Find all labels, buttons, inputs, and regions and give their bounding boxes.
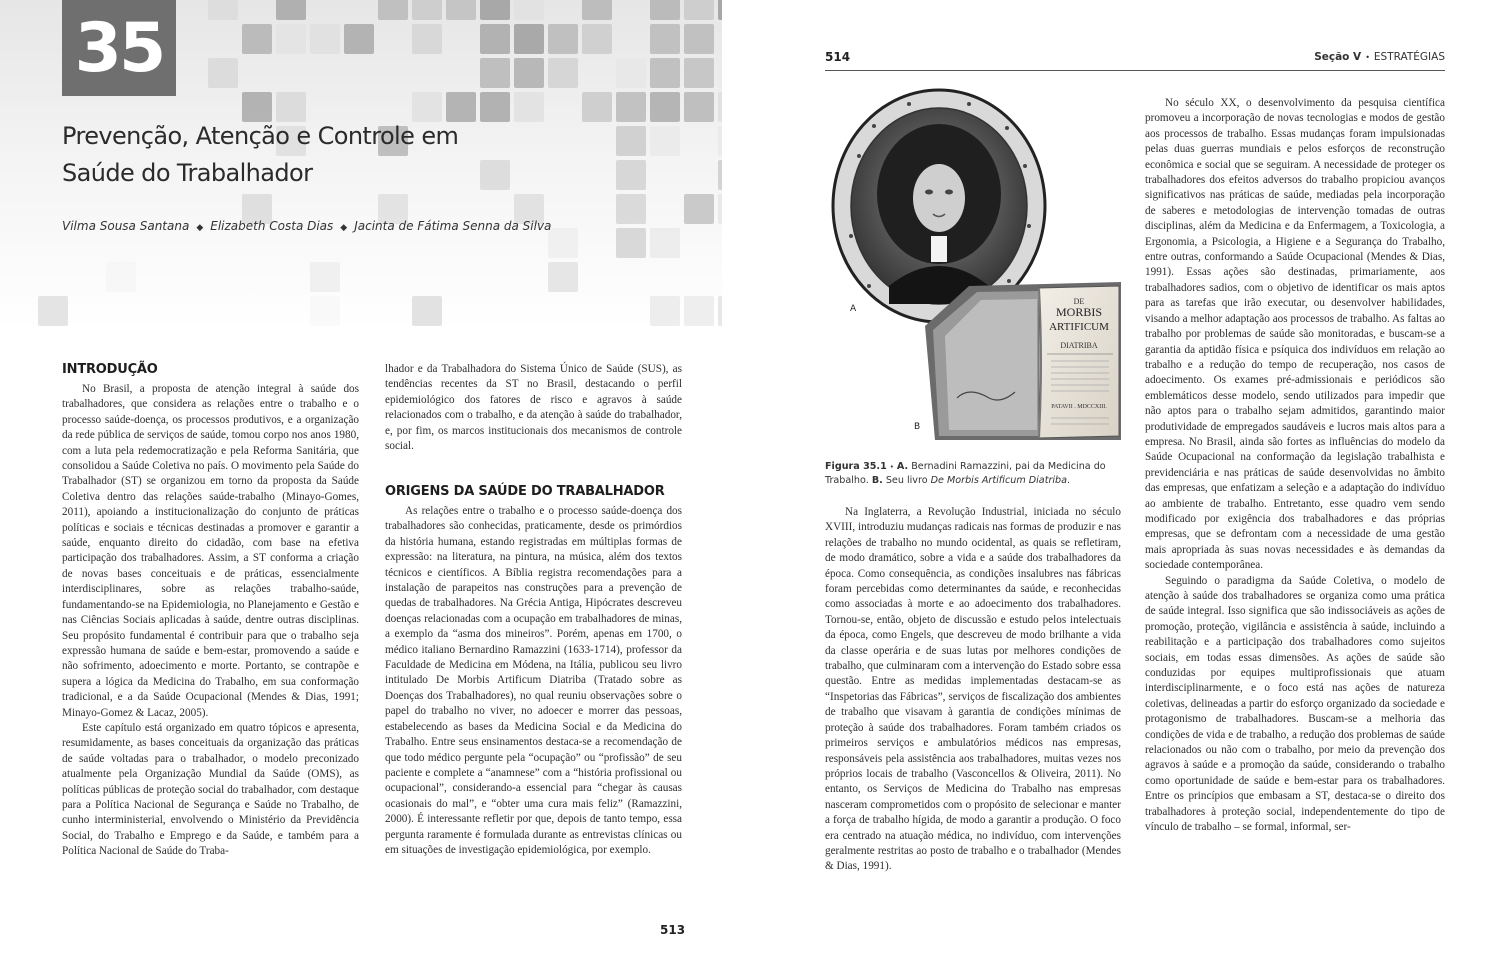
mosaic-tile [412,24,442,54]
author-separator: ◆ [196,223,204,233]
mosaic-tile [548,228,578,258]
page-number-right: 514 [825,50,851,64]
running-head [1223,51,1445,63]
revolucao-industrial-paragraph: Na Inglaterra, a Revolução Industrial, iniciada no século XVIII, introduziu mudanças radicais nas formas de produzir e nas relações de trabalho no mundo ocidental, as quais se refletiram, de modo dramático, sobre a vida e a saúde dos trabalhadores da época. Como consequência, as condições insalubres nas fábricas foram percebidas como determinantes da saúde, e reconhecidas como associadas à morte e ao adoecimento dos trabalhadores. Tornou-se, então, objeto de discussão e estudo pelos intelectuais da época, como Engels, que descreveu de modo brilhante a vida da classe operária e de suas lutas por melhores condições de trabalho, que culminaram com a intervenção do Estado sobre essa questão. Entre as medidas implementadas destacam-se as “Inspetorias das Fábricas”, serviços de fiscalização dos ambientes de trabalho que visavam à garantia de condições mínimas de proteção à saúde dos trabalhadores. Foram também criados os primeiros serviços e ambulatórios médicos nas empresas, responsáveis pela assistência aos trabalhadores, muitas vezes nos próprios locais de trabalho (Vasconcellos & Oliveira, 2011). No entanto, os Serviços de Medicina do Trabalho nas empresas nasceram comprometidos com o propósito de selecionar e manter a força de trabalho hígida, de modo a garantir a produção. O foco era centrado na atuação médica, no indivíduo, com intervenções geralmente restritas ao posto de trabalho e o trabalhador (Mendes & Dias, 1991). [825,506,1121,873]
caption-end: . [1067,475,1071,486]
mosaic-tile [310,296,340,326]
mosaic-tile [650,228,680,258]
mosaic-tile [582,92,612,122]
mosaic-tile [650,0,680,20]
mosaic-tile [650,92,680,122]
mosaic-tile [684,92,714,122]
mosaic-tile [616,228,646,258]
mosaic-tile [514,58,544,88]
caption-separator: • [889,463,894,471]
mosaic-tile [514,24,544,54]
mosaic-tile [650,58,680,88]
left-column-2-origens [385,504,682,858]
chapter-number: 35 [74,8,164,88]
mosaic-tile [276,24,306,54]
mosaic-tile [208,0,238,20]
mosaic-tile [310,24,340,54]
book-de-morbis [925,282,1121,440]
mosaic-tile [650,296,680,326]
mosaic-tile [718,126,722,156]
left-column-1 [62,382,359,860]
mosaic-tile [582,24,612,54]
chapter-number-box [62,0,176,96]
figure-35-1 [829,86,1129,446]
mosaic-tile [480,58,510,88]
mosaic-tile [718,58,722,88]
mosaic-tile [208,58,238,88]
mosaic-tile [718,160,722,190]
mosaic-tile [684,296,714,326]
mosaic-tile [616,160,646,190]
mosaic-tile [344,24,374,54]
section-heading-introducao: INTRODUÇÃO [62,362,158,377]
mosaic-tile [514,92,544,122]
header-rule [825,70,1445,71]
intro-continuation: lhador e da Trabalhadora do Sistema Único de Saúde (SUS), as tendências recentes da ST no Brasil, destacando o perfil epidemiológico dos fatores de risco e agravos à saúde relacionados com o trabalho, e da atenção à saúde do trabalhador, e, por fim, os marcos institucionais dos mecanismos de controle social. [385,363,682,453]
figure-caption [825,460,1121,487]
mosaic-tile [650,126,680,156]
mosaic-tile [106,262,136,292]
left-column-2 [385,362,682,454]
figure-illustration [829,86,1129,446]
figure-label-a: A [850,304,857,314]
author-separator: ◆ [340,223,348,233]
mosaic-tile [548,262,578,292]
mosaic-tile [412,0,442,20]
mosaic-tile [616,58,646,88]
caption-a-marker: A. [896,461,909,472]
mosaic-tile [548,24,578,54]
mosaic-tile [446,0,476,20]
mosaic-tile [378,0,408,20]
chapter-title-line-2: Saúde do Trabalhador [62,159,313,187]
running-head-section: Seção V [1314,51,1362,63]
mosaic-tile [718,92,722,122]
mosaic-tile [684,0,714,20]
origens-paragraph: As relações entre o trabalho e o processo saúde-doença dos trabalhadores são conhecidas, praticamente, desde os primórdios da história humana, estando registradas em múltiplas formas de expressão: na literatura, na pintura, na música, além dos textos técnicos e científicos. A Bíblia registra recomendações para a instalação de parapeitos nas construções para a prevenção de quedas de trabalhadores. Na Grécia Antiga, Hipócrates descreveu doenças relacionadas com a ocupação em trabalhadores de minas, a exemplo da “asma dos mineiros”. Porém, apenas em 1700, o médico italiano Bernardino Ramazzini (1633-1714), professor da Faculdade de Medicina em Módena, na Itália, publicou seu livro intitulado De Morbis Artificum Diatriba (Tratado sobre as Doenças dos Trabalhadores), no qual reuniu observações sobre o papel do trabalho no viver, no adoecer e morrer das pessoas, estabelecendo as bases da Medicina Social e da Medicina do Trabalho. Entre seus ensinamentos destaca-se a recomendação de que todo médico pergunte pela “ocupação” ou “profissão” de seu paciente e complete a “anamnese” com a “história profissional ou ocupacional”, considerando-a essencial para “chegar às causas ocasionais do mal”, e “obter uma cura mais feliz” (Ramazzini, 2000). É interessante refletir por que, depois de tanto tempo, essa pergunta raramente é formulada durante as entrevistas clínicas ou em situações de investigação epidemiológica, por exemplo. [385,505,682,856]
caption-figure-id: Figura 35.1 [825,461,887,472]
intro-paragraph-1: No Brasil, a proposta de atenção integral à saúde dos trabalhadores, que considera as relações entre o trabalho e o processo saúde-doença, os processos produtivos, e a organização da rede pública de serviços de saúde, tomou corpo nos anos 1980, com a luta pela redemocratização e pela Reforma Sanitária, que consolidou a Saúde Coletiva no país. O movimento pela Saúde do Trabalhador (ST) se organizou em torno da proposta da Saúde Coletiva dentro das relações saúde-trabalho (Minayo-Gomes, 2011), apoiando a institucionalização do conjunto de práticas políticas e sociais e técnicas destinadas a promover e garantir a saúde, enquanto direito do cidadão, com base na efetiva participação dos trabalhadores. Assim, a ST conforma a criação de novas bases conceituais e de práticas, essencialmente interdisciplinares, sobre as relações trabalho-saúde, fundamentando-se na Epidemiologia, no Planejamento e Gestão e nas Ciências Sociais aplicadas à saúde, dentre outras disciplinas. Seu propósito fundamental é contribuir para que o trabalho seja expressão humana de saúde e bem-estar, promovendo a saúde e não sofrimento, adoecimento e morte. Portanto, se contrapõe e supera a lógica da Medicina do Trabalho, em sua conformação tradicional, e a da Saúde Ocupacional (Mendes & Dias, 1991; Minayo-Gomez & Lacaz, 2005). [62,383,359,719]
chapter-title [62,118,502,192]
caption-b-marker: B. [871,475,883,486]
saude-coletiva-paragraph: Seguindo o paradigma da Saúde Coletiva, o modelo de atenção à saúde dos trabalhadores se organiza como uma prática de saúde integral. Isso significa que são indissociáveis as ações de promoção, proteção, vigilância e assistência à saúde, incluindo a reabilitação e a participação dos trabalhadores como sujeitos sociais, em todas essas dimensões. As ações de saúde são conduzidas por equipes multiprofissionais que atuam interdisciplinarmente, e o foco está nas ações de natureza coletivas, delineadas a partir do esforço organizado da sociedade e protagonismo de trabalhadores. Buscam-se a melhoria das condições de vida e de trabalho, a redução dos problemas de saúde relacionados ou não com o trabalho, por meio da prevenção dos agravos à saúde e a promoção da saúde, considerando o trabalho como oportunidade de saúde e bem-estar para os trabalhadores. Entre os princípios que embasam a ST, destaca-se o direito dos trabalhadores à proteção social, independentemente do tipo de vínculo de trabalho – se formal, informal, ser- [1145,574,1445,834]
mosaic-tile [718,0,722,20]
caption-a-text: Bernadini Ramazzini, pai da Medicina do Trabalho. [825,461,1106,486]
book-title-line-1: DE [1073,297,1085,306]
chapter-authors [62,219,551,233]
page-number-left: 513 [660,923,686,937]
mosaic-tile [412,296,442,326]
mosaic-tile [616,126,646,156]
right-column-1 [825,505,1121,875]
mosaic-tile [480,24,510,54]
right-page [753,0,1506,962]
mosaic-tile [548,58,578,88]
running-head-separator: • [1365,53,1370,62]
book-title-line-4: DIATRIBA [1060,341,1098,350]
mosaic-tile [310,262,340,292]
intro-paragraph-2: Este capítulo está organizado em quatro tópicos e apresenta, resumidamente, as bases conceituais da organização das práticas de saúde voltadas para o trabalhador, o modelo preconizado atualmente pela Organização Mundial da Saúde (OMS), as políticas públicas de proteção social do trabalhador, com destaque para a Política Nacional de Segurança e Saúde no Trabalho, de cunho interministerial, envolvendo o Ministério da Previdência Social, do Trabalho e Emprego e da Saúde, e também para a Política Nacional de Saúde do Traba- [62,721,359,858]
seculo-xx-paragraph: No século XX, o desenvolvimento da pesquisa científica promoveu a incorporação de novas tecnologias e modos de gestão aos processos de trabalho. Essas mudanças foram impulsionadas pelas duas guerras mundiais e pelos esforços de reconstrução econômica e social que se seguiram. A necessidade de proteger os trabalhadores dos efeitos adversos do trabalho propiciou avanços significativos nas práticas de saúde, mediadas pela incorporação de saberes e metodologias de intervenção tomadas de outras disciplinas, além da Medicina e da Enfermagem, a Toxicologia, a Ergonomia, a Psicologia, a Higiene e a Segurança do Trabalho, entre outras, conformando a Saúde Ocupacional (Mendes & Dias, 1991). Essas ações são destinadas, primariamente, aos trabalhadores sadios, com o objetivo de identificar os mais aptos para as tarefas que irão executar, ou desenvolver habilidades, visando a melhor adaptação aos processos de trabalho. As faltas ao trabalho por problemas de saúde são monitoradas, e buscam-se a garantia da aptidão física e psíquica dos indivíduos em relação ao trabalho e a redução do tempo de recuperação, nos casos de adoecimento. Os exames pré-admissionais e periódicos são emblemáticos desse modelo, sendo utilizados para impedir que não aptos para o trabalho sejam admitidos, garantindo maior produtividade de empregados saudáveis e lucros mais altos para a empresa. No Brasil, ainda são fortes as influências do modelo da Saúde Ocupacional na conformação da legislação trabalhista e previdenciária e nas práticas de saúde desenvolvidas no âmbito das empresas, que enfatizam a seleção e a adaptação do indivíduo ao ambiente de trabalho. Entretanto, esse quadro vem sendo modificado por exigência dos trabalhadores e das próprias empresas, que se defrontam com a necessidade de uma gestão mais apropriada às suas novas necessidades e às demandas da sociedade contemporânea. [1145,97,1445,572]
mosaic-tile [684,194,714,224]
section-heading-origens: ORIGENS DA SAÚDE DO TRABALHADOR [385,484,665,499]
author-3: Jacinta de Fátima Senna da Silva [354,219,552,233]
mosaic-tile [718,296,722,326]
author-1: Vilma Sousa Santana [62,219,190,233]
book-title-line-3: ARTIFICUM [1049,321,1109,333]
author-2: Elizabeth Costa Dias [210,219,334,233]
mosaic-tile [38,296,68,326]
mosaic-tile [514,0,544,20]
chapter-title-line-1: Prevenção, Atenção e Controle em [62,122,459,150]
mosaic-tile [242,24,272,54]
mosaic-tile [276,0,306,20]
mosaic-tile [582,0,612,20]
right-column-2 [1145,96,1445,836]
mosaic-tile [718,194,722,224]
mosaic-tile [684,24,714,54]
running-head-title: ESTRATÉGIAS [1373,51,1445,63]
book-title-line-2: MORBIS [1055,305,1103,319]
mosaic-tile [480,0,510,20]
mosaic-tile [616,92,646,122]
mosaic-tile [616,194,646,224]
book-imprint: PATAVII . MDCCXIII. [1051,404,1107,410]
mosaic-tile [650,24,680,54]
figure-label-b: B [914,422,921,432]
caption-b-title: De Morbis Artificum Diatriba [930,475,1068,486]
mosaic-tile [684,58,714,88]
caption-b-text: Seu livro [885,475,928,486]
